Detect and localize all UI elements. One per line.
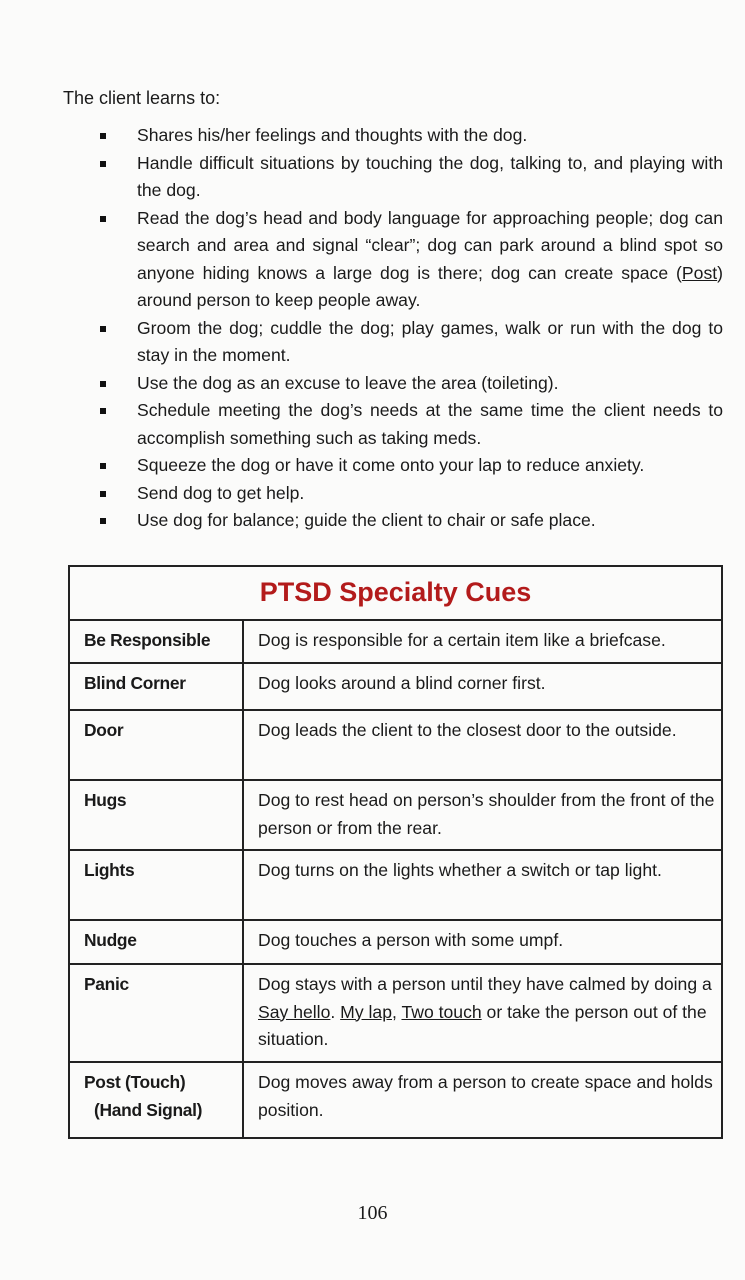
intro-text: The client learns to:: [63, 88, 221, 108]
table-row: Panic Dog stays with a person until they have calmed by doing a Say hello. My lap, Two touch or take the person out of the situation.: [69, 964, 722, 1062]
bullet-icon: [100, 326, 106, 332]
bullet-icon: [100, 491, 106, 497]
table-row: Blind Corner Dog looks around a blind corner first.: [69, 663, 722, 710]
list-item: Squeeze the dog or have it come onto your lap to reduce anxiety.: [100, 452, 723, 480]
bullet-icon: [100, 463, 106, 469]
bullet-icon: [100, 381, 106, 387]
list-item: Groom the dog; cuddle the dog; play games, walk or run with the dog to stay in the moment.: [100, 315, 723, 370]
bullet-icon: [100, 161, 106, 167]
bullet-icon: [100, 518, 106, 524]
list-item: Schedule meeting the dog’s needs at the same time the client needs to accomplish something such as taking meds.: [100, 397, 723, 452]
list-item: Use the dog as an excuse to leave the area (toileting).: [100, 370, 723, 398]
bullet-icon: [100, 216, 106, 222]
bullet-list: [100, 122, 723, 535]
table-row: Nudge Dog touches a person with some umpf.: [69, 920, 722, 964]
table-title: PTSD Specialty Cues: [69, 566, 722, 620]
list-item: Use dog for balance; guide the client to chair or safe place.: [100, 507, 723, 535]
bullet-icon: [100, 408, 106, 414]
table-row: Post (Touch) (Hand Signal) Dog moves away from a person to create space and holds position.: [69, 1062, 722, 1138]
list-item: Read the dog’s head and body language for approaching people; dog can search and area and signal “clear”; dog can park around a blind spot so anyone hiding knows a large dog is there; dog can create space (Post) around person to keep people away.: [100, 205, 723, 315]
list-item: Handle difficult situations by touching the dog, talking to, and playing with the dog.: [100, 150, 723, 205]
list-item: Shares his/her feelings and thoughts with the dog.: [100, 122, 723, 150]
table-row: Door Dog leads the client to the closest door to the outside.: [69, 710, 722, 780]
page-number: 106: [357, 1202, 388, 1224]
table-row: Lights Dog turns on the lights whether a switch or tap light.: [69, 850, 722, 920]
table-row: Be Responsible Dog is responsible for a certain item like a briefcase.: [69, 620, 722, 663]
table-row: Hugs Dog to rest head on person’s shoulder from the front of the person or from the rear.: [69, 780, 722, 850]
cues-table: [68, 565, 723, 1139]
list-item: Send dog to get help.: [100, 480, 723, 508]
bullet-icon: [100, 133, 106, 139]
